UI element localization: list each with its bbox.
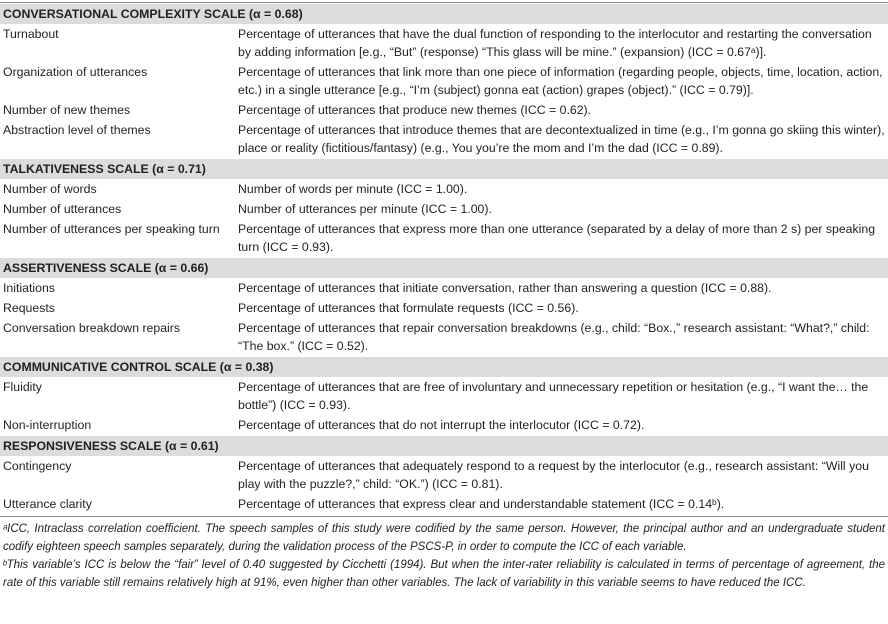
scales-table xyxy=(0,3,888,514)
variable-description: Percentage of utterances that introduce themes that are decontextualized in time (e.g., I’m gonna go skiing this winter), place or reality (fictitious/fantasy) (e.g., You you’re the mom and I’m the dad (ICC = 0.89). xyxy=(238,123,885,155)
table-row xyxy=(0,415,888,436)
variable-name: Initiations xyxy=(3,281,55,295)
section-title: CONVERSATIONAL COMPLEXITY SCALE (α = 0.68) xyxy=(0,4,888,25)
variable-description: Number of utterances per minute (ICC = 1.00). xyxy=(238,202,492,216)
variable-name: Organization of utterances xyxy=(3,65,148,79)
table-row xyxy=(0,62,888,100)
section-header xyxy=(0,4,888,25)
section-title: COMMUNICATIVE CONTROL SCALE (α = 0.38) xyxy=(0,357,888,378)
variable-description: Percentage of utterances that are free of involuntary and unnecessary repetition or hesitation (e.g., “I want the… the bottle”) (ICC = 0.93). xyxy=(238,380,869,412)
table-footnotes xyxy=(0,517,888,592)
variable-name: Turnabout xyxy=(3,27,59,41)
table-row xyxy=(0,494,888,514)
table-row xyxy=(0,219,888,258)
variable-name: Number of utterances per speaking turn xyxy=(3,222,220,236)
variable-description: Number of words per minute (ICC = 1.00). xyxy=(238,182,468,196)
variable-name: Utterance clarity xyxy=(3,497,92,511)
table-row xyxy=(0,298,888,318)
variable-description: Percentage of utterances that express clear and understandable statement (ICC = 0.14ᵇ). xyxy=(238,497,725,511)
variable-name: Number of new themes xyxy=(3,103,131,117)
variable-description: Percentage of utterances that link more than one piece of information (regarding people, objects, time, location, action, etc.) in a single utterance [e.g., “I’m (subject) gonna eat (action) grapes (object).” (ICC = 0.79)]. xyxy=(238,65,883,97)
table-document xyxy=(0,2,888,592)
table-row xyxy=(0,199,888,219)
section-title: TALKATIVENESS SCALE (α = 0.71) xyxy=(0,159,888,180)
variable-description: Percentage of utterances that initiate conversation, rather than answering a question (ICC = 0.88). xyxy=(238,281,772,295)
section-title: ASSERTIVENESS SCALE (α = 0.66) xyxy=(0,258,888,279)
table-row xyxy=(0,377,888,415)
table-row xyxy=(0,179,888,199)
variable-name: Conversation breakdown repairs xyxy=(3,321,181,335)
variable-name: Number of words xyxy=(3,182,97,196)
variable-name: Abstraction level of themes xyxy=(3,123,151,137)
variable-description: Percentage of utterances that formulate requests (ICC = 0.56). xyxy=(238,301,579,315)
variable-description: Percentage of utterances that produce new themes (ICC = 0.62). xyxy=(238,103,592,117)
table-row xyxy=(0,120,888,159)
variable-name: Number of utterances xyxy=(3,202,122,216)
section-header xyxy=(0,258,888,279)
variable-description: Percentage of utterances that do not interrupt the interlocutor (ICC = 0.72). xyxy=(238,418,645,432)
variable-description: Percentage of utterances that express more than one utterance (separated by a delay of more than 2 s) per speaking turn (ICC = 0.93). xyxy=(238,222,876,254)
variable-description: Percentage of utterances that adequately respond to a request by the interlocutor (e.g., research assistant: “Will you play with the puzzle?,” child: “OK.”) (ICC = 0.81). xyxy=(238,459,869,491)
table-row xyxy=(0,456,888,494)
section-header xyxy=(0,159,888,180)
table-row xyxy=(0,24,888,62)
variable-name: Requests xyxy=(3,301,55,315)
variable-name: Fluidity xyxy=(3,380,42,394)
section-header xyxy=(0,436,888,457)
variable-name: Contingency xyxy=(3,459,72,473)
variable-name: Non-interruption xyxy=(3,418,92,432)
variable-description: Percentage of utterances that have the dual function of responding to the interlocutor and restarting the conversation by adding information [e.g., “But” (response) “This glass will be mine.” (expansion) (ICC = 0.67ᵃ)]. xyxy=(238,27,872,59)
section-header xyxy=(0,357,888,378)
footnote-b: ᵇThis variable’s ICC is below the “fair” level of 0.40 suggested by Cicchetti (1994). But when the inter-rater reliability is calculated in terms of percentage of agreement, the rate of this variable still remains relatively high at 91%, even higher than other variables. The lack of variability in this variable seems to have reduced the ICC. xyxy=(3,559,885,589)
variable-description: Percentage of utterances that repair conversation breakdowns (e.g., child: “Box.,” research assistant: “What?,” child: “The box.” (ICC = 0.52). xyxy=(238,321,870,353)
section-title: RESPONSIVENESS SCALE (α = 0.61) xyxy=(0,436,888,457)
table-row xyxy=(0,100,888,120)
footnote-a: ᵃICC, Intraclass correlation coefficient. The speech samples of this study were codified by the same person. However, the principal author and an undergraduate student codify eighteen speech samples separately, during the validation process of the PSCS-P, in order to compute the ICC of each variable. xyxy=(3,523,885,553)
table-row xyxy=(0,318,888,357)
table-row xyxy=(0,278,888,298)
